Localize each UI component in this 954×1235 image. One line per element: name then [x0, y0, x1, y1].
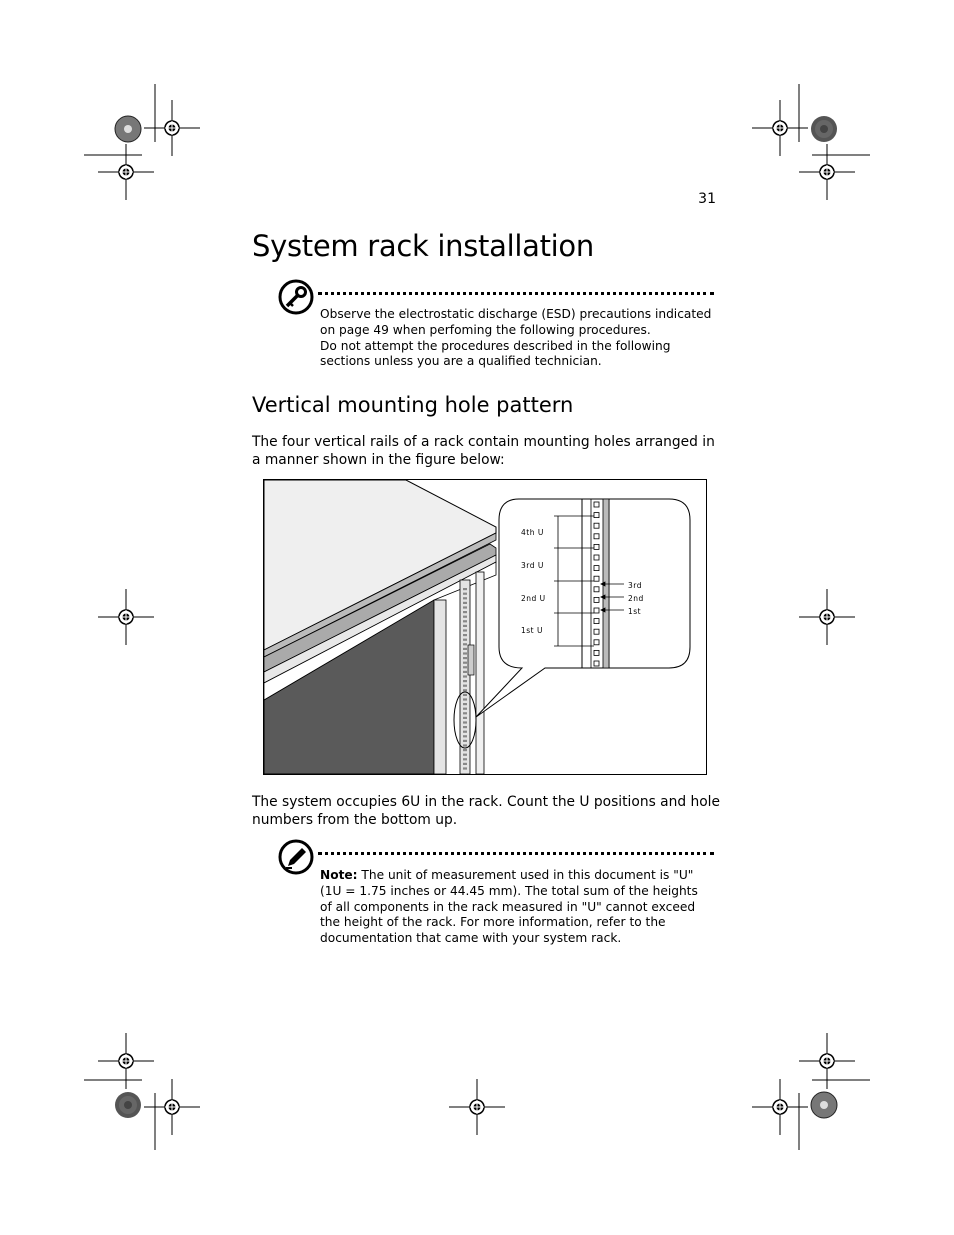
page-title: System rack installation — [252, 229, 594, 263]
page-number: 31 — [698, 191, 716, 207]
mounting-hole — [594, 597, 599, 602]
mounting-hole — [594, 523, 599, 528]
mounting-hole — [594, 661, 599, 666]
mounting-hole — [594, 587, 599, 592]
hole-label: 3rd — [628, 581, 642, 590]
key-icon — [278, 279, 314, 315]
note-divider — [318, 852, 714, 855]
after-paragraph: The system occupies 6U in the rack. Count the U positions and hole numbers from the bottom up. — [252, 794, 720, 828]
mounting-hole — [594, 513, 599, 518]
mounting-hole — [594, 555, 599, 560]
u-label: 4th U — [521, 528, 544, 537]
mounting-hole — [594, 640, 599, 645]
mounting-hole — [594, 566, 599, 571]
mounting-hole — [594, 619, 599, 624]
mounting-hole — [594, 650, 599, 655]
hole-label: 1st — [628, 607, 642, 616]
note-label: Note: — [320, 868, 358, 882]
note-body: The unit of measurement used in this document is "U" (1U = 1.75 inches or 44.45 mm). The total sum of the heights of all components in the rack measured in "U" cannot exceed the height of the rack. For more information, refer to the documentation that came with your system rack. — [320, 868, 698, 946]
mounting-hole — [594, 502, 599, 507]
section-heading: Vertical mounting hole pattern — [252, 393, 574, 417]
mounting-hole — [594, 534, 599, 539]
rack-figure — [263, 479, 707, 775]
caution-divider — [318, 292, 714, 295]
mounting-hole — [594, 608, 599, 613]
u-label: 3rd U — [521, 561, 544, 570]
caution-text — [320, 307, 712, 370]
mounting-hole — [594, 576, 599, 581]
rack-illustration — [264, 480, 706, 774]
u-label: 1st U — [521, 626, 543, 635]
caution-line: Observe the electrostatic discharge (ESD) precautions indicated on page 49 when perfoming the following procedures. — [320, 307, 712, 337]
intro-paragraph: The four vertical rails of a rack contain mounting holes arranged in a manner shown in the figure below: — [252, 434, 715, 468]
note-text — [320, 868, 712, 947]
hole-label: 2nd — [628, 594, 644, 603]
caution-line: Do not attempt the procedures described in the following sections unless you are a qualified technician. — [320, 338, 671, 369]
mounting-hole — [594, 544, 599, 549]
u-label: 2nd U — [521, 594, 546, 603]
mounting-hole — [594, 629, 599, 634]
pen-icon — [278, 839, 314, 875]
